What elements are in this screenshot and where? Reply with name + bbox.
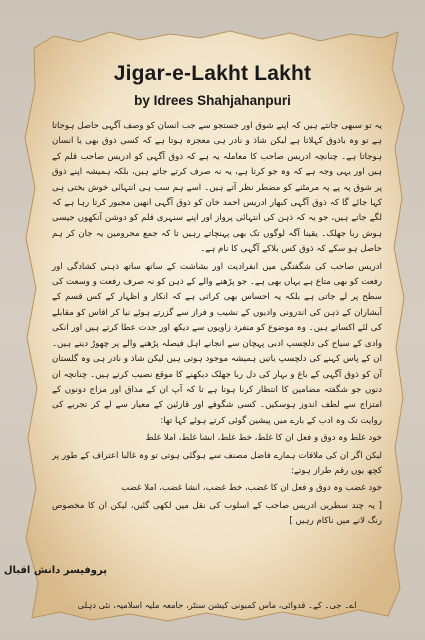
blurb-paragraph-2: ادریس صاحب کی شگفتگی میں انفرادیت اور بشاشت کے ساتھ ساتھ ذہنی کشادگی اور رفعت کو بھی متاع ہے یہاں بھی ہے۔ جو پڑھنے والے کے ذہن کو نہ صرف رفعت و وسعت کی سطح پر لے جاتی ہے بلکہ یہ احساس بھی کراتی ہے کہ انکار و اظہار کے کس قسم کے آبشاران کے ذہن کی اندرونی وادیوں کے نشیب و فراز سے گزرتے ہوئے نیا کر افاس کو مقابلے کی لئے اکساتے ہیں۔ وہ موضوع کو منفرد زاویوں سے دیکھ اور جدت عطا کرتے ہیں اور انکی وادی کے سیاح کی دلچسپ ادبی پہچان سے انجانے اہل فیصلہ پڑھنے والے پر چھوڑ دیتے ہیں۔ ان کے پاس کہنے کی دلچسپ باتیں ہمیشہ موجود ہوتی ہیں لیکن شاذ و نادر ہی وہ گلستان آن کو ذوق آگہی کے باغ و بہار کی دل ربا جھلک دیکھنے کا موقع نصیب کرتے ہیں۔ چنانچہ ان دنوں جو شگفتہ مضامین کا انتظار کرنا ہوتا ہے تا کہ آپ ان کے مذاق اور مزاج دونوں کے امتزاج سے لطف اندوز ہوسکیں۔ کسی شگوفے اور قارئین کے معیار سے لے کر تجربے کی روایت تک وہ ادب کے بارے میں پیشین گوئی کرتے ہوئے کہا تھا:: [52, 261, 382, 426]
blurb-address: اے۔ جی۔ کے۔ قدوائی، ماس کمیونی کیشن سنٹر، جامعہ ملیہ اسلامیہ، نئی دہلی: [77, 600, 357, 610]
book-author: by Idrees Shahjahanpuri: [134, 93, 291, 108]
blurb-text: [52, 119, 382, 532]
blurb-paragraph-3: لیکن اگر ان کی ملاقات ہمارے فاضل مصنف سے ہوگئی ہوتی تو وہ غالبا اعتراف کے طور پر کچھ یوں رقم طراز ہوتے:: [52, 450, 382, 476]
blurb-paragraph-4: [ یہ چند سطریں ادریس صاحب کے اسلوب کی نقل میں لکھی گئیں، لیکن ان کا مخصوص رنگ لانے میں ناکام رہیں ]: [52, 500, 382, 527]
book-title: Jigar-e-Lakht Lakht: [113, 62, 312, 85]
blurb-quote-1: خود غلط وہ دوق و فعل ان کا غلط، خط غلط، انشا غلط، املا غلط: [145, 433, 382, 444]
blurb-paragraph-1: یہ تو سبھی جانتے ہیں کہ اپنے شوق اور جستجو سے جب انسان کو وصف آگہی حاصل ہوجاتا ہے تو وہ باذوق کہلاتا ہے لیکن شاذ و نادر ہی معجزہ ہوتا ہے کہ کسی ذوق بھی یا انسان ہوجاتا ہے۔ چنانچہ ادریس صاحب کا معاملہ یہ ہے کہ ذوق آگہی کو ادریس صاحب قلم کے ہیں اور یہی وجہ ہے کہ وہ جو کرتا ہے، یہ نہ صرف کرتے جاتے ہیں، بلکہ ہمیشہ اپنے ذوق پر شوق پہ پے پہ مرمٹنے کو مضطر نظر آتے ہیں۔ اسے ہم سب ہی انتہائی خوش بختی ہی کہا جائے گا کہ ذوق آگہی کبھار ادریس احمد خان کو ذوق آگہی انھیں مجبور کرتا رہا ہے کہ لگے جاتے ہیں، جو یہ کہ ذہن کی انتہائی پرواز اور اپنے سنہری قلم کو دوشن آنکھوں جیسی ہوش ربا جھلک۔ یقینا آگہ لوگوں تک بھی پہنچاتے رہیں تا کہ جمع محرومین یہ جان کر ہم حاصل ہو سکے کہ ذوق کس بلاکے آگہی کا نام ہے۔: [52, 121, 382, 255]
blurb-quote-2: خود غضب وہ دوق و فعل ان کا غضب، خط غضب، انشا غضب، املا غضب: [121, 483, 382, 494]
blurb-signature: پروفیسر دانش اقبال: [3, 565, 107, 576]
